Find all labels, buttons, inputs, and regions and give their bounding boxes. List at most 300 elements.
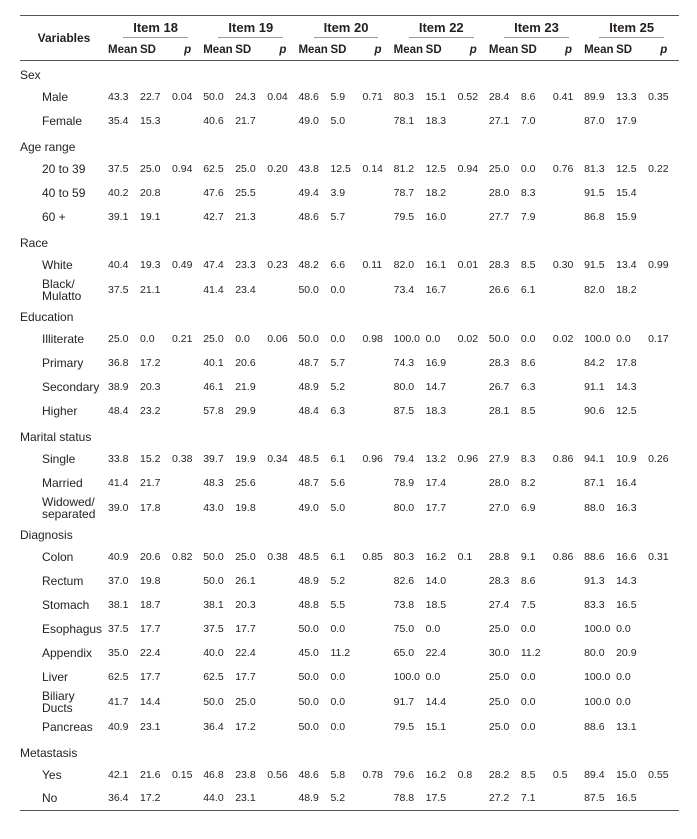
sd-cell: 14.0 — [425, 574, 447, 587]
mean-cell: 80.3 — [393, 550, 415, 563]
mean-cell: 50.0 — [298, 622, 319, 635]
mean-cell: 50.0 — [298, 720, 319, 733]
p-cell — [362, 109, 393, 133]
p-cell — [172, 399, 203, 423]
mean-cell: 89.4 — [584, 768, 605, 781]
sd-cell: 16.9 — [425, 356, 447, 369]
mean-cell: 46.1 — [203, 380, 224, 393]
p-cell — [648, 689, 679, 715]
mean-cell: 41.7 — [108, 695, 129, 708]
mean-cell: 28.0 — [488, 476, 510, 489]
row-label: Single — [42, 451, 76, 466]
p-cell: 0.8 — [457, 768, 473, 781]
sd-cell: 17.8 — [616, 356, 637, 369]
group-label: Marital status — [20, 429, 92, 444]
sd-cell: 16.1 — [425, 258, 447, 271]
sd-cell: 23.3 — [235, 258, 256, 271]
mean-cell: 38.9 — [108, 380, 129, 393]
p-cell — [172, 665, 203, 689]
mean-cell: 50.0 — [203, 574, 224, 587]
mean-cell: 80.3 — [393, 90, 415, 103]
sd-cell: 23.2 — [140, 404, 161, 417]
item-header — [108, 16, 203, 41]
sd-cell: 25.5 — [235, 186, 256, 199]
p-cell: 0.76 — [552, 162, 574, 175]
sd-cell: 17.2 — [140, 787, 172, 811]
p-cell — [553, 181, 584, 205]
mean-cell: 28.3 — [488, 356, 510, 369]
sd-cell: 15.0 — [616, 768, 637, 781]
sd-cell: 16.0 — [425, 210, 447, 223]
mean-cell: 62.5 — [108, 670, 129, 683]
sd-cell: 0.0 — [140, 332, 155, 345]
p-cell — [553, 399, 584, 423]
table-row — [20, 787, 679, 811]
mean-cell: 28.0 — [488, 186, 510, 199]
p-cell — [553, 593, 584, 617]
p-cell — [553, 689, 584, 715]
p-cell — [458, 495, 489, 521]
sd-cell: 7.0 — [520, 114, 536, 127]
mean-cell: 40.2 — [108, 186, 129, 199]
sd-cell: 11.2 — [520, 646, 541, 659]
p-cell: 0.38 — [267, 550, 288, 563]
item-header — [203, 16, 298, 41]
p-cell: 0.04 — [172, 90, 193, 103]
mean-cell: 25.0 — [488, 695, 510, 708]
sd-cell: 5.5 — [330, 598, 346, 611]
mean-cell: 81.2 — [393, 162, 415, 175]
mean-cell: 100.0 — [584, 670, 611, 683]
sd-cell: 25.0 — [235, 695, 256, 708]
p-cell — [172, 787, 203, 811]
mean-cell: 36.8 — [108, 356, 129, 369]
mean-cell: 28.8 — [488, 550, 510, 563]
mean-cell: 48.9 — [298, 574, 319, 587]
sd-cell: 17.8 — [140, 501, 161, 514]
row-label: Pancreas — [42, 719, 93, 734]
table-row — [20, 593, 679, 617]
p-cell — [172, 715, 203, 739]
p-cell — [458, 205, 489, 229]
mean-cell: 83.3 — [584, 598, 605, 611]
sd-cell: 5.0 — [330, 501, 346, 514]
mean-cell: 100.0 — [584, 332, 611, 345]
sd-cell: 21.6 — [140, 768, 161, 781]
p-cell — [362, 787, 393, 811]
mean-cell: 79.5 — [393, 210, 415, 223]
row-label: Esophagus — [42, 621, 103, 636]
p-cell — [648, 109, 679, 133]
mean-cell: 27.4 — [488, 598, 510, 611]
group-row — [20, 423, 679, 447]
p-cell — [648, 277, 679, 303]
mean-cell: 25.0 — [203, 332, 224, 345]
mean-cell: 91.1 — [584, 380, 605, 393]
sd-cell: 17.7 — [235, 622, 256, 635]
sd-cell: 16.3 — [616, 501, 637, 514]
group-label: Education — [20, 309, 74, 324]
mean-cell: 91.7 — [393, 695, 415, 708]
p-cell — [553, 109, 584, 133]
sd-cell: 14.3 — [616, 574, 637, 587]
sd-cell: 8.3 — [520, 452, 536, 465]
mean-cell: 37.5 — [108, 283, 129, 296]
p-cell — [553, 665, 584, 689]
mean-cell: 49.0 — [298, 114, 319, 127]
p-cell — [172, 277, 203, 303]
mean-cell: 87.5 — [393, 404, 415, 417]
p-cell — [458, 471, 489, 495]
mean-cell: 65.0 — [393, 646, 415, 659]
mean-cell: 40.9 — [108, 720, 129, 733]
mean-cell: 90.6 — [584, 404, 605, 417]
sd-cell: 19.8 — [140, 574, 161, 587]
table-row — [20, 471, 679, 495]
p-cell — [362, 641, 393, 665]
mean-cell: 30.0 — [488, 646, 510, 659]
p-cell — [362, 399, 393, 423]
p-cell — [267, 109, 298, 133]
p-cell — [553, 205, 584, 229]
mean-cell: 50.0 — [203, 550, 224, 563]
p-cell — [648, 399, 679, 423]
mean-cell: 75.0 — [393, 622, 415, 635]
mean-cell: 27.9 — [488, 452, 510, 465]
p-cell: 0.02 — [552, 332, 574, 345]
p-cell — [267, 471, 298, 495]
mean-cell: 47.4 — [203, 258, 224, 271]
p-cell — [553, 715, 584, 739]
mean-cell: 46.8 — [203, 768, 224, 781]
group-label: Diagnosis — [20, 527, 73, 542]
p-header: p — [267, 40, 298, 61]
p-cell — [648, 205, 679, 229]
sd-cell: 6.6 — [330, 258, 346, 271]
sd-cell: 13.1 — [616, 720, 637, 733]
sd-cell: 20.9 — [616, 646, 637, 659]
sd-cell: 16.5 — [616, 787, 648, 811]
mean-cell: 62.5 — [203, 670, 224, 683]
sd-cell: 19.8 — [235, 501, 256, 514]
sd-cell: 0.0 — [425, 332, 441, 345]
mean-cell: 88.6 — [584, 720, 605, 733]
p-cell — [172, 641, 203, 665]
p-header: p — [648, 40, 679, 61]
mean-cell: 50.0 — [298, 670, 319, 683]
mean-cell: 100.0 — [584, 622, 611, 635]
row-label: Black/ Mulatto — [42, 276, 82, 303]
p-cell: 0.30 — [552, 258, 574, 271]
mean-cell: 25.0 — [488, 162, 510, 175]
p-cell: 0.26 — [648, 452, 669, 465]
mean-cell: 47.6 — [203, 186, 224, 199]
p-cell: 0.96 — [362, 452, 383, 465]
sd-cell: 0.0 — [520, 622, 536, 635]
sd-cell: 10.9 — [616, 452, 637, 465]
mean-cell: 45.0 — [298, 646, 319, 659]
p-cell — [458, 399, 489, 423]
table-header — [20, 16, 679, 61]
table-row — [20, 277, 679, 303]
mean-cell: 86.8 — [584, 210, 605, 223]
sd-cell: 20.3 — [235, 598, 256, 611]
p-cell — [553, 641, 584, 665]
sd-cell: 7.5 — [520, 598, 536, 611]
group-row — [20, 303, 679, 327]
row-label: Appendix — [42, 645, 93, 660]
table-row — [20, 447, 679, 471]
mean-cell: 50.0 — [298, 695, 319, 708]
p-cell — [648, 351, 679, 375]
p-cell: 0.1 — [457, 550, 473, 563]
mean-cell: 43.8 — [298, 162, 319, 175]
p-cell: 0.20 — [267, 162, 288, 175]
sd-cell: 19.3 — [140, 258, 161, 271]
mean-cell: 91.5 — [584, 258, 605, 271]
sd-cell: 0.0 — [520, 720, 536, 733]
mean-cell: 27.1 — [488, 114, 510, 127]
p-cell — [172, 689, 203, 715]
mean-cell: 78.8 — [394, 787, 426, 811]
mean-cell: 81.3 — [584, 162, 605, 175]
p-cell: 0.71 — [362, 90, 383, 103]
row-label: Illiterate — [42, 331, 85, 346]
mean-header: Mean — [108, 40, 140, 61]
p-cell — [648, 617, 679, 641]
p-cell — [362, 593, 393, 617]
p-cell — [172, 617, 203, 641]
p-cell — [362, 351, 393, 375]
sd-cell: 17.7 — [140, 670, 161, 683]
p-cell — [648, 181, 679, 205]
sd-cell: 25.0 — [140, 162, 161, 175]
p-cell — [172, 109, 203, 133]
p-cell — [362, 617, 393, 641]
sd-cell: 8.6 — [520, 574, 536, 587]
sd-cell: 13.4 — [616, 258, 637, 271]
p-cell — [458, 181, 489, 205]
mean-cell: 40.9 — [108, 550, 129, 563]
table-row — [20, 641, 679, 665]
mean-cell: 27.0 — [488, 501, 510, 514]
mean-cell: 39.7 — [203, 452, 224, 465]
p-cell — [267, 495, 298, 521]
sd-cell: 13.2 — [425, 452, 447, 465]
sd-cell: 24.3 — [235, 90, 256, 103]
sd-cell: 23.1 — [235, 787, 267, 811]
item-header — [298, 16, 393, 41]
mean-header: Mean — [489, 40, 521, 61]
sd-cell: 16.7 — [425, 283, 447, 296]
p-cell — [553, 569, 584, 593]
p-cell — [267, 399, 298, 423]
p-cell — [648, 569, 679, 593]
table-body — [20, 61, 679, 811]
mean-cell: 78.7 — [393, 186, 415, 199]
p-cell: 0.23 — [267, 258, 288, 271]
mean-cell: 94.1 — [584, 452, 605, 465]
item-header-label: Item 18 — [123, 20, 188, 38]
p-cell — [267, 689, 298, 715]
p-cell: 0.99 — [648, 258, 669, 271]
mean-cell: 82.0 — [584, 283, 605, 296]
sd-cell: 0.0 — [425, 622, 441, 635]
sd-header: SD — [521, 40, 553, 61]
mean-cell: 91.5 — [584, 186, 605, 199]
sd-cell: 6.1 — [330, 550, 346, 563]
group-label: Sex — [20, 67, 41, 82]
sd-cell: 6.1 — [330, 452, 346, 465]
mean-cell: 36.4 — [108, 787, 140, 811]
table-row — [20, 495, 679, 521]
mean-cell: 25.0 — [488, 720, 510, 733]
row-label: No — [20, 787, 108, 811]
p-cell — [458, 787, 489, 811]
p-cell — [362, 715, 393, 739]
sd-cell: 21.7 — [140, 476, 161, 489]
table-row — [20, 689, 679, 715]
p-cell — [458, 617, 489, 641]
sd-cell: 0.0 — [616, 332, 631, 345]
p-cell: 0.78 — [362, 768, 383, 781]
sd-cell: 6.9 — [520, 501, 536, 514]
mean-cell: 87.0 — [584, 114, 605, 127]
sd-cell: 5.0 — [330, 114, 346, 127]
sd-cell: 8.5 — [520, 404, 536, 417]
p-cell — [553, 375, 584, 399]
p-cell: 0.04 — [267, 90, 288, 103]
sd-cell: 5.2 — [330, 787, 362, 811]
mean-cell: 37.5 — [203, 622, 224, 635]
mean-cell: 48.4 — [298, 404, 319, 417]
p-cell: 0.96 — [457, 452, 479, 465]
mean-cell: 88.6 — [584, 550, 605, 563]
item-header-label: Item 23 — [504, 20, 569, 38]
p-cell — [458, 375, 489, 399]
p-cell — [362, 569, 393, 593]
mean-cell: 78.1 — [393, 114, 415, 127]
sd-cell: 19.1 — [140, 210, 161, 223]
p-cell — [267, 665, 298, 689]
mean-cell: 78.9 — [393, 476, 415, 489]
mean-cell: 79.6 — [393, 768, 415, 781]
sd-cell: 18.2 — [425, 186, 447, 199]
mean-cell: 48.8 — [298, 598, 319, 611]
mean-cell: 41.4 — [203, 283, 224, 296]
row-label: Widowed/ separated — [42, 494, 96, 521]
sd-cell: 0.0 — [425, 670, 441, 683]
sd-cell: 25.6 — [235, 476, 256, 489]
sd-cell: 16.4 — [616, 476, 637, 489]
p-cell — [648, 787, 679, 811]
p-cell — [458, 569, 489, 593]
mean-cell: 50.0 — [203, 90, 224, 103]
row-label: 20 to 39 — [42, 161, 86, 176]
p-cell — [362, 277, 393, 303]
item-header-label: Item 20 — [314, 20, 379, 38]
sd-cell: 22.4 — [140, 646, 161, 659]
p-cell — [648, 593, 679, 617]
p-cell — [553, 787, 584, 811]
mean-cell: 84.2 — [584, 356, 605, 369]
mean-header: Mean — [394, 40, 426, 61]
mean-cell: 48.7 — [298, 356, 319, 369]
p-cell: 0.15 — [172, 768, 193, 781]
mean-cell: 100.0 — [584, 695, 611, 708]
item-header — [394, 16, 489, 41]
table-row — [20, 617, 679, 641]
mean-cell: 48.3 — [203, 476, 224, 489]
row-label: Yes — [42, 767, 62, 782]
p-cell: 0.98 — [362, 332, 383, 345]
sd-cell: 12.5 — [425, 162, 447, 175]
p-cell — [648, 715, 679, 739]
table-row — [20, 85, 679, 109]
mean-cell: 28.3 — [488, 574, 510, 587]
mean-cell: 37.5 — [108, 622, 129, 635]
mean-cell: 40.1 — [203, 356, 224, 369]
sd-cell: 16.5 — [616, 598, 637, 611]
sd-cell: 20.6 — [235, 356, 256, 369]
sd-cell: 21.3 — [235, 210, 256, 223]
sd-cell: 17.2 — [140, 356, 161, 369]
row-label: Male — [42, 89, 69, 104]
sd-cell: 5.6 — [330, 476, 346, 489]
p-cell: 0.34 — [267, 452, 288, 465]
sd-cell: 18.5 — [425, 598, 447, 611]
mean-cell: 79.5 — [393, 720, 415, 733]
mean-cell: 48.2 — [298, 258, 319, 271]
mean-cell: 37.0 — [108, 574, 129, 587]
sd-cell: 15.2 — [140, 452, 161, 465]
sd-cell: 0.0 — [330, 622, 346, 635]
sd-cell: 23.4 — [235, 283, 256, 296]
row-label: Female — [42, 113, 83, 128]
mean-cell: 28.4 — [488, 90, 510, 103]
sd-cell: 17.7 — [235, 670, 256, 683]
p-cell — [553, 277, 584, 303]
p-cell — [172, 181, 203, 205]
table-row — [20, 399, 679, 423]
table-row — [20, 157, 679, 181]
mean-cell: 40.6 — [203, 114, 224, 127]
sd-cell: 7.9 — [520, 210, 536, 223]
p-cell — [458, 277, 489, 303]
p-cell — [648, 641, 679, 665]
mean-cell: 100.0 — [393, 670, 420, 683]
sd-cell: 0.0 — [330, 332, 346, 345]
p-cell — [172, 471, 203, 495]
sd-header: SD — [235, 40, 267, 61]
sd-cell: 5.7 — [330, 210, 346, 223]
sd-cell: 6.3 — [330, 404, 346, 417]
sd-cell: 18.3 — [425, 404, 447, 417]
sd-cell: 12.5 — [616, 162, 637, 175]
p-cell: 0.94 — [457, 162, 479, 175]
p-cell — [172, 593, 203, 617]
sd-cell: 20.8 — [140, 186, 161, 199]
p-cell: 0.55 — [648, 768, 669, 781]
mean-header: Mean — [203, 40, 235, 61]
p-cell: 0.21 — [172, 332, 193, 345]
sd-cell: 0.0 — [520, 670, 536, 683]
mean-cell: 74.3 — [393, 356, 415, 369]
sd-cell: 17.2 — [235, 720, 256, 733]
p-cell — [648, 665, 679, 689]
group-row — [20, 229, 679, 253]
sd-cell: 17.7 — [140, 622, 161, 635]
